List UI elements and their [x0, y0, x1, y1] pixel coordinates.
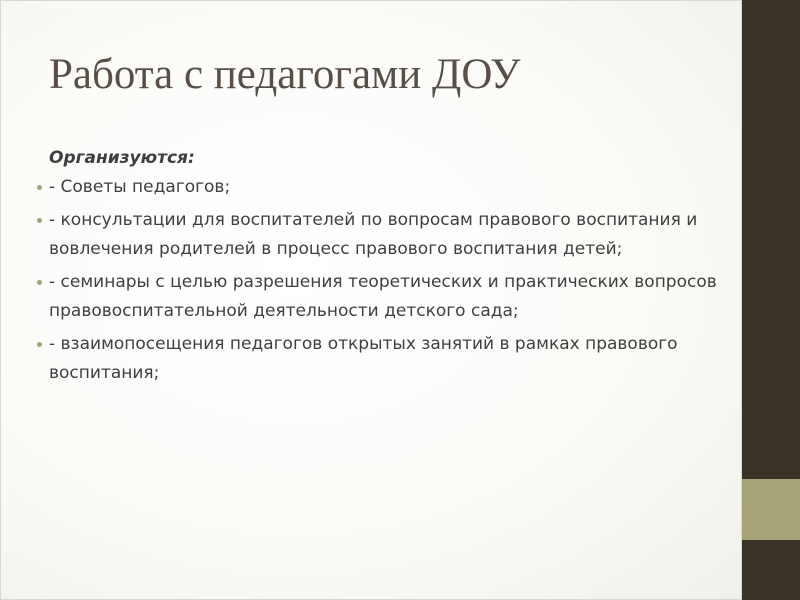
bullet-item-mutual-visits: [29, 330, 719, 388]
bullet-item-seminars: [29, 268, 719, 326]
bullet-text: - Советы педагогов;: [49, 177, 231, 197]
subheading: Организуются:: [49, 148, 195, 168]
bullet-item-consultations: [29, 206, 719, 264]
bullet-item-councils: [29, 173, 719, 202]
bullet-dot-icon: [37, 218, 42, 223]
slide-title: Работа с педагогами ДОУ: [49, 51, 521, 98]
bullet-text: - взаимопосещения педагогов открытых занятий в рамках правового воспитания;: [49, 334, 678, 383]
bullet-list: [29, 173, 719, 388]
bullet-dot-icon: [37, 280, 42, 285]
bullet-dot-icon: [37, 342, 42, 347]
bullet-text: - семинары с целью разрешения теоретических и практических вопросов правовоспитательной деятельности детского сада;: [49, 272, 717, 321]
bullet-dot-icon: [37, 185, 42, 190]
bullet-text: - консультации для воспитателей по вопросам правового воспитания и вовлечения родителей в процесс правового воспитания детей;: [49, 210, 698, 259]
slide-content: [29, 144, 719, 392]
side-accent-block: [742, 479, 800, 540]
